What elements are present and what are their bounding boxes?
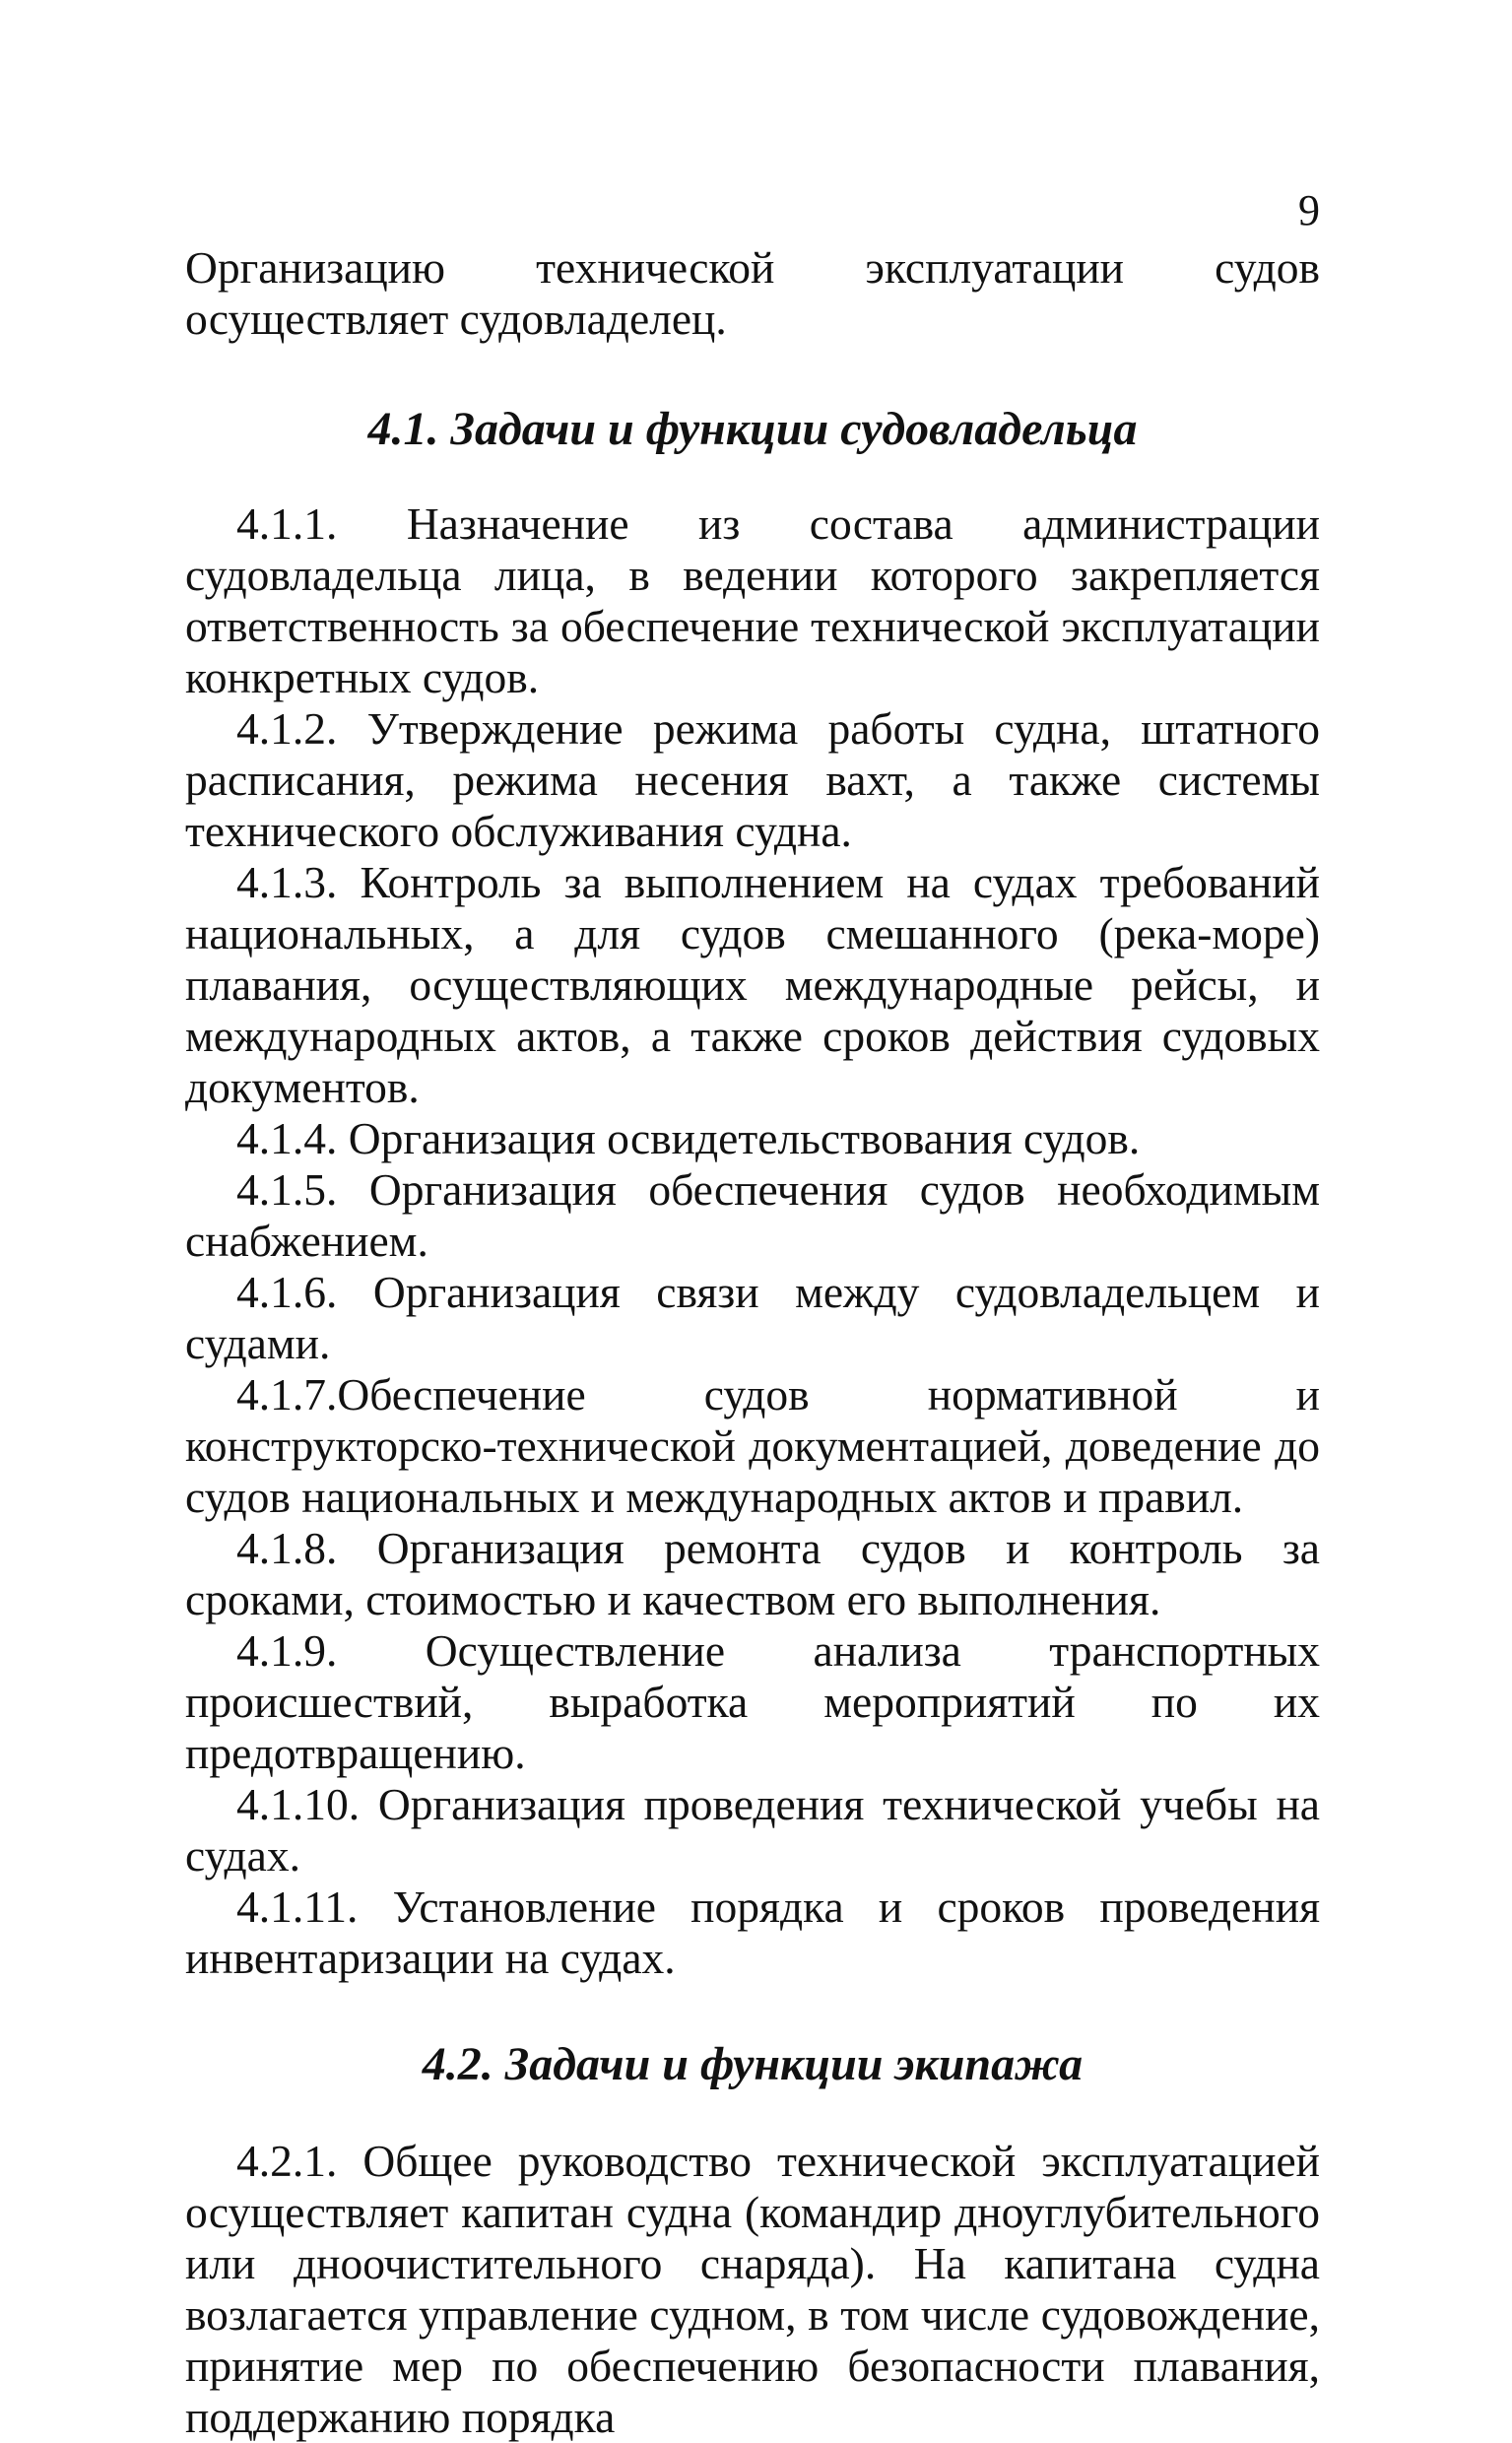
section-heading-4-2: 4.2. Задачи и функции экипажа	[422, 2038, 1084, 2090]
paragraph-4-1-7: 4.1.7.Обеспечение судов нормативной и конструкторско-технической документацией, доведение до судов национальных и международных актов и правил.	[185, 1369, 1320, 1522]
paragraph-4-1-4: 4.1.4. Организация освидетельствования судов.	[236, 1113, 1141, 1163]
paragraph-4-1-9: 4.1.9. Осуществление анализа транспортных происшествий, выработка мероприятий по их предотвращению.	[185, 1625, 1320, 1778]
section-heading-4-1: 4.1. Задачи и функции судовладельца	[367, 403, 1138, 455]
paragraph-4-1-1: 4.1.1. Назначение из состава администрации судовладельца лица, в ведении которого закрепляется ответственность за обеспечение технической эксплуатации конкретных судов.	[185, 498, 1320, 702]
document-body	[185, 242, 1320, 2443]
paragraph-4-2-1: 4.2.1. Общее руководство технической эксплуатацией осуществляет капитан судна (командир дноуглубительного или дноочистительного снаряда). На капитана судна возлагается управление судном, в том числе судовождение, принятие мер по обеспечению безопасности плавания, поддержанию порядка	[185, 2136, 1320, 2442]
paragraph-4-1-11: 4.1.11. Установление порядка и сроков проведения инвентаризации на судах.	[185, 1882, 1320, 1983]
paragraph-4-1-6: 4.1.6. Организация связи между судовладельцем и судами.	[185, 1267, 1320, 1368]
paragraph-4-1-3: 4.1.3. Контроль за выполнением на судах требований национальных, а для судов смешанного (река-море) плавания, осуществляющих международные рейсы, и международных актов, а также сроков действия судовых документов.	[185, 857, 1320, 1112]
paragraph-4-1-10: 4.1.10. Организация проведения технической учебы на судах.	[185, 1779, 1320, 1881]
intro-paragraph: Организацию технической эксплуатации судов осуществляет судовладелец.	[185, 242, 1320, 344]
paragraph-4-1-8: 4.1.8. Организация ремонта судов и контроль за сроками, стоимостью и качеством его выполнения.	[185, 1523, 1320, 1624]
paragraph-4-1-5: 4.1.5. Организация обеспечения судов необходимым снабжением.	[185, 1164, 1320, 1266]
page-number: 9	[1298, 186, 1320, 234]
paragraph-4-1-2: 4.1.2. Утверждение режима работы судна, штатного расписания, режима несения вахт, а также системы технического обслуживания судна.	[185, 703, 1320, 856]
